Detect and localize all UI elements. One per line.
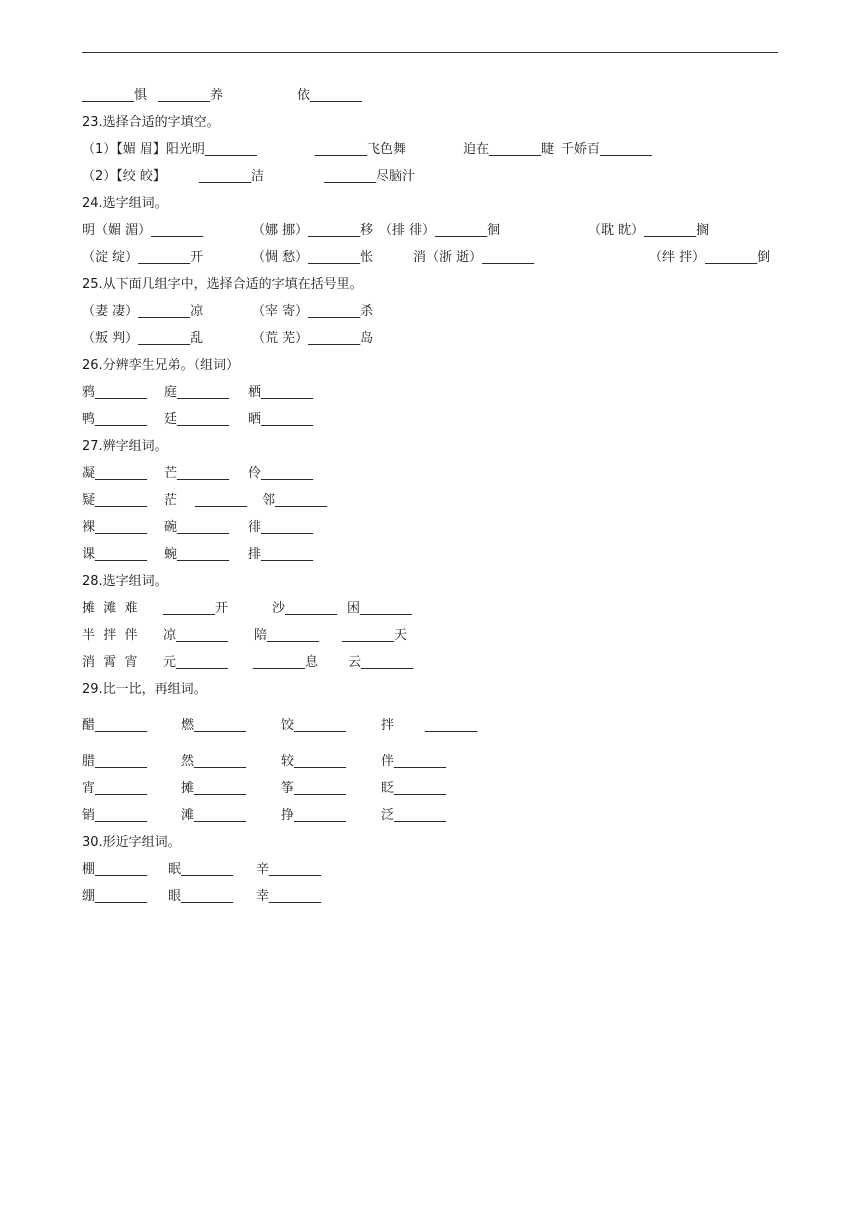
fill-blank-item: 明（媚 湄）________ [82,223,204,238]
heading-text: 27.辨字组词。 [82,439,168,454]
heading-text: 25.从下面几组字中，选择合适的字填在括号里。 [82,277,363,292]
heading-text: 24.选字组词。 [82,196,168,211]
fill-blank-item: 伴________ [381,754,447,769]
fill-blank-item: 幸________ [256,889,322,904]
fill-blank-item: 沙________ [272,601,338,616]
fill-blank-item: 销________ [82,808,148,823]
fill-blank-item: 腊________ [82,754,148,769]
heading-text: 30.形近字组词。 [82,835,181,850]
fill-blank-item: 筝________ [281,781,347,796]
fill-blank-item: 饺________ [281,718,347,733]
fill-blank-item: ________惧 [82,88,148,103]
fill-blank-item: 千娇百________ [561,142,653,157]
fill-blank-item: （荒 芜）________岛 [252,331,374,346]
fill-blank-item: 棚________ [82,862,148,877]
fill-blank-item: 排________ [248,547,314,562]
fill-blank-item: （叛 判）________乱 [82,331,204,346]
fill-blank-item: 挣________ [281,808,347,823]
fill-blank-item: （宰 寄）________杀 [252,304,374,319]
fill-blank-item: 困________ [347,601,413,616]
fill-blank-item: ________尽脑汁 [324,169,416,184]
fill-blank-item: ________天 [342,628,408,643]
fill-blank-item: 茫 [164,493,178,508]
fill-blank-item: 摊 滩 难 [82,601,138,616]
fill-blank-item: （绊 拌）________倒 [649,250,771,265]
fill-blank-item: 眼________ [168,889,234,904]
fill-blank-item: （惆 愁）________怅 [252,250,374,265]
fill-blank-item: 疑________ [82,493,148,508]
fill-blank-item: 摊________ [181,781,247,796]
fill-blank-item: （娜 挪）________移 [252,223,374,238]
fill-blank-item: （1）【媚 眉】阳光明________ [82,142,257,157]
fill-blank-item: 依________ [297,88,363,103]
fill-blank-item: 拌 [381,718,395,733]
fill-blank-item: 较________ [281,754,347,769]
fill-blank-item: 徘________ [248,520,314,535]
fill-blank-item: ________开 [163,601,229,616]
fill-blank-item: 鸦________ [82,385,148,400]
fill-blank-item: 蜿________ [164,547,230,562]
fill-blank-item: （妻 凄）________凉 [82,304,204,319]
heading-text: 23.选择合适的字填空。 [82,115,220,130]
fill-blank-item: 芒________ [164,466,230,481]
fill-blank-item: 栖________ [248,385,314,400]
fill-blank-item: ________息 [253,655,319,670]
fill-blank-item: 眨________ [381,781,447,796]
fill-blank-item: 碗________ [164,520,230,535]
fill-blank-item: ________ [195,493,247,508]
fill-blank-item: 泛________ [381,808,447,823]
fill-blank-item: 晒________ [248,412,314,427]
fill-blank-item: 云________ [348,655,414,670]
fill-blank-item: ________洁 [199,169,265,184]
fill-blank-item: 眠________ [168,862,234,877]
fill-blank-item: （耽 眈）________搁 [588,223,710,238]
fill-blank-item: 消 霄 宵 [82,655,138,670]
fill-blank-item: 陪________ [254,628,320,643]
fill-blank-item: 然________ [181,754,247,769]
fill-blank-item: 燃________ [181,718,247,733]
fill-blank-item: 元________ [163,655,229,670]
heading-text: 29.比一比，再组词。 [82,682,207,697]
fill-blank-item: ________飞色舞 [315,142,407,157]
fill-blank-item: （2）【绞 皎】 [82,169,166,184]
fill-blank-item: 辛________ [256,862,322,877]
heading-text: 26.分辨孪生兄弟。（组词） [82,358,240,373]
fill-blank-item: 醋________ [82,718,148,733]
fill-blank-item: 伶________ [248,466,314,481]
fill-blank-item: ________养 [158,88,224,103]
fill-blank-item: 鸭________ [82,412,148,427]
fill-blank-item: 庭________ [164,385,230,400]
fill-blank-item: 半 拌 伴 [82,628,138,643]
fill-blank-item: 迫在________睫 [463,142,555,157]
heading-text: 28.选字组词。 [82,574,168,589]
fill-blank-item: 滩________ [181,808,247,823]
fill-blank-item: 裸________ [82,520,148,535]
fill-blank-item: 凝________ [82,466,148,481]
fill-blank-item: 消（浙 逝）________ [413,250,535,265]
fill-blank-item: （淀 绽）________开 [82,250,204,265]
fill-blank-item: ________ [425,718,477,733]
fill-blank-item: 课________ [82,547,148,562]
fill-blank-item: 凉________ [163,628,229,643]
fill-blank-item: （排 徘）________徊 [379,223,501,238]
fill-blank-item: 邻________ [262,493,328,508]
fill-blank-item: 宵________ [82,781,148,796]
header-rule [82,52,778,53]
fill-blank-item: 廷________ [164,412,230,427]
fill-blank-item: 绷________ [82,889,148,904]
